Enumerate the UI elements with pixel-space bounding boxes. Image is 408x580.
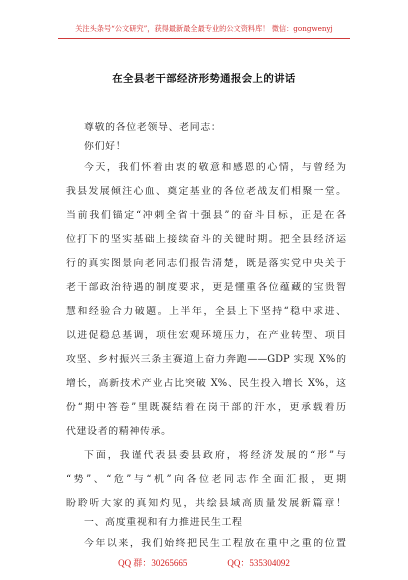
section-heading: 一、高度重视和有力推进民生工程 (84, 517, 243, 528)
footer-contacts (0, 556, 408, 569)
header-divider (58, 38, 350, 39)
body-line-last: 今年以来，我们始终把民生工程放在重中之重的位置 (84, 538, 346, 549)
body-line: 今天，我们怀着由衷的敬意和感恩的心情，与曾经为 (84, 162, 346, 173)
body-line: 攻坚、乡村振兴三条主赛道上奋力奔跑——GDP 实现 X%的 (66, 354, 346, 365)
body-line: 当前我们锚定“冲刺全省十强县”的奋斗目标，正是在各 (66, 210, 346, 221)
body-line: 盼聆听大家的真知灼见，共绘县域高质量发展新篇章！ (66, 498, 346, 509)
qq-group-text: QQ 群：30265665 (118, 558, 188, 568)
document-title: 在全县老干部经济形势通报会上的讲话 (112, 73, 296, 85)
body-line: 慧和经验合力破题。上半年，全县上下坚持“稳中求进、 (66, 306, 346, 317)
body-line: 下面，我谨代表县委县政府，将经济发展的“形”与 (84, 450, 346, 461)
salutation-line: 尊敬的各位老领导、老同志： (84, 122, 222, 133)
header-promo-note: 关注头条号“公文研究”，获得最新最全最专业的公文资料库！ 微信：gongwenyj (75, 24, 333, 33)
body-line: 份“期中答卷”里既凝结着在岗干部的汗水，更承载着历 (66, 402, 346, 413)
body-line: 增长，高新技术产业占比突破 X%、民生投入增长 X%，这 (66, 378, 346, 389)
body-line: 行的真实图景向老同志们报告清楚，既是落实党中央关于 (66, 258, 346, 269)
body-line: 代建设者的精神传承。 (66, 426, 172, 437)
qq-text: QQ：535304092 (227, 558, 290, 568)
greeting-line: 你们好！ (84, 141, 127, 152)
body-line: “势”、“危”与“机”向各位老同志作全面汇报，更期 (66, 474, 346, 485)
body-line: 老干部政治待遇的制度要求，更是懂重各位蕴藏的宝贵智 (66, 282, 346, 293)
body-line: 我县发展倾注心血、奠定基业的各位老战友们相聚一堂。 (66, 186, 346, 197)
body-line: 以进促稳总基调，项住宏观环境压力，在产业转型、项目 (66, 330, 346, 341)
body-line: 位打下的坚实基础上接续奋斗的关键时期。把全县经济运 (66, 234, 346, 245)
